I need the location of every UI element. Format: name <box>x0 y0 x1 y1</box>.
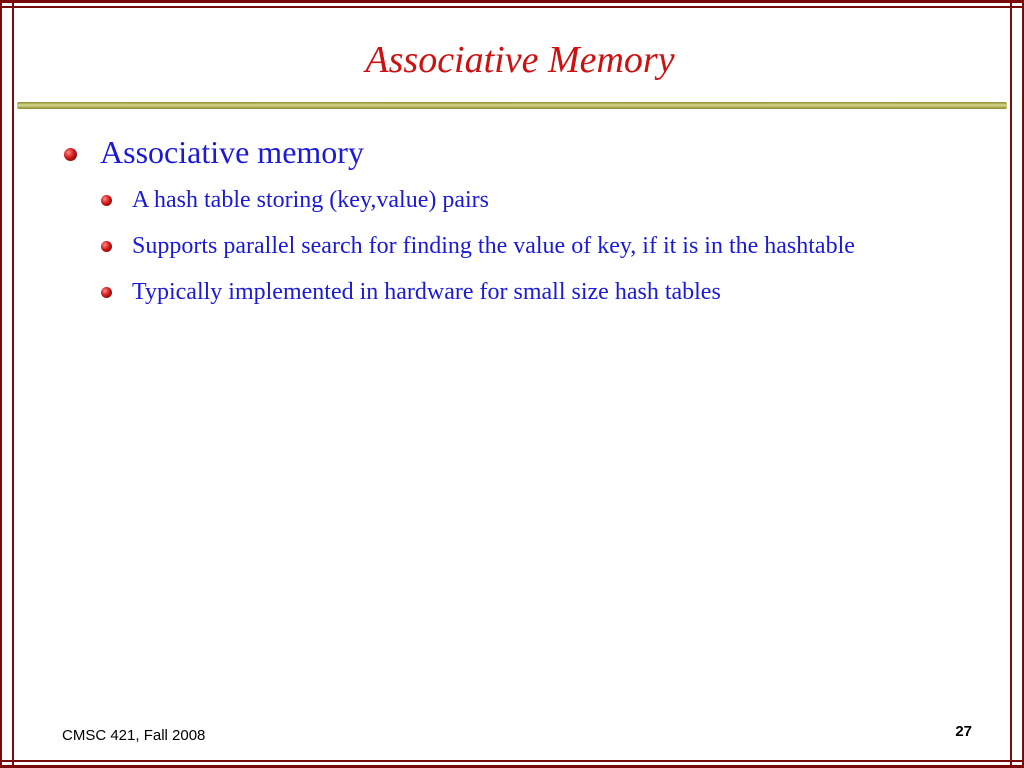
red-ball-bullet-icon <box>101 287 112 298</box>
slide-content <box>62 130 962 318</box>
slide-title: Associative Memory <box>365 39 675 81</box>
bullet-item <box>62 130 962 174</box>
sub-bullet-text: Typically implemented in hardware for small size hash tables <box>132 279 721 305</box>
frame-left-border <box>0 0 14 768</box>
sub-bullet-item <box>62 272 962 312</box>
red-ball-bullet-icon <box>64 148 77 161</box>
red-ball-bullet-icon <box>101 241 112 252</box>
page-number: 27 <box>955 723 972 740</box>
title-divider <box>17 102 1007 109</box>
sub-bullet-text: Supports parallel search for finding the value of key, if it is in the hashtable <box>132 233 855 259</box>
frame-bottom-border <box>0 760 1024 768</box>
frame-top-border <box>0 0 1024 8</box>
frame-right-border <box>1010 0 1024 768</box>
sub-bullet-text: A hash table storing (key,value) pairs <box>132 187 490 213</box>
sub-bullet-item <box>62 180 962 220</box>
sub-bullet-item <box>62 226 962 266</box>
red-ball-bullet-icon <box>101 195 112 206</box>
bullet-text: Associative memory <box>100 134 364 170</box>
footer-course-label: CMSC 421, Fall 2008 <box>62 727 206 744</box>
